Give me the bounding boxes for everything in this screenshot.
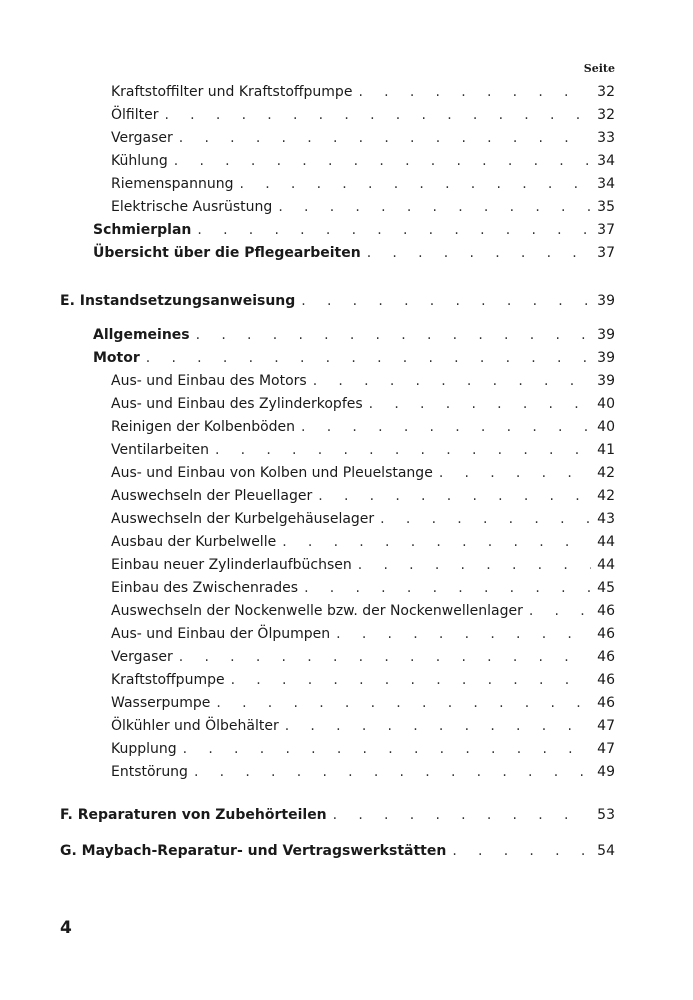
toc-entry-label: Ölkühler und Ölbehälter bbox=[111, 718, 279, 734]
toc-entry-page: 42 bbox=[597, 465, 615, 481]
leader-dots bbox=[301, 290, 591, 312]
toc-entry-label: Aus- und Einbau des Motors bbox=[111, 373, 307, 389]
leader-dots bbox=[301, 416, 591, 438]
toc-entry bbox=[93, 324, 615, 346]
toc-entry bbox=[111, 485, 615, 507]
toc-entry-label: Reinigen der Kolbenböden bbox=[111, 419, 296, 435]
toc-entry bbox=[111, 623, 615, 645]
toc-entry-label: Motor bbox=[93, 350, 140, 366]
toc-entry-label: Wasserpumpe bbox=[111, 695, 211, 711]
leader-dots bbox=[183, 738, 592, 760]
toc-section bbox=[60, 804, 615, 826]
leader-dots bbox=[304, 577, 591, 599]
toc-entry-page: 42 bbox=[597, 488, 615, 504]
toc-entry-page: 46 bbox=[597, 672, 615, 688]
leader-dots bbox=[282, 531, 591, 553]
page-column-header: Seite bbox=[583, 62, 615, 75]
toc-section-label: F. Reparaturen von Zubehörteilen bbox=[60, 807, 327, 823]
toc-entry-label: Übersicht über die Pflegearbeiten bbox=[93, 245, 361, 261]
leader-dots bbox=[358, 81, 591, 103]
leader-dots bbox=[285, 715, 591, 737]
toc-entry-label: Einbau des Zwischenrades bbox=[111, 580, 299, 596]
toc-entry bbox=[111, 150, 615, 172]
toc-entry-label: Kraftstoffpumpe bbox=[111, 672, 225, 688]
toc-entry bbox=[111, 508, 615, 530]
toc-entry-label: Vergaser bbox=[111, 130, 173, 146]
toc-entry-page: 43 bbox=[597, 511, 615, 527]
toc-entry-page: 40 bbox=[597, 419, 615, 435]
toc-entry-label: Schmierplan bbox=[93, 222, 192, 238]
toc-entry-page: 40 bbox=[597, 396, 615, 412]
toc-entry-label: Auswechseln der Kurbelgehäuselager bbox=[111, 511, 375, 527]
toc-section-label: G. Maybach-Reparatur- und Vertragswerkstätten bbox=[60, 843, 447, 859]
toc-entry-page: 44 bbox=[597, 557, 615, 573]
toc-entry-page: 37 bbox=[597, 245, 615, 261]
toc-entry-page: 44 bbox=[597, 534, 615, 550]
toc-entry bbox=[111, 127, 615, 149]
leader-dots bbox=[318, 485, 591, 507]
leader-dots bbox=[215, 439, 591, 461]
leader-dots bbox=[380, 508, 591, 530]
toc-entry bbox=[111, 81, 615, 103]
toc-entry-page: 53 bbox=[597, 807, 615, 823]
toc-entry-label: Auswechseln der Pleuellager bbox=[111, 488, 313, 504]
toc-entry-label: Aus- und Einbau der Ölpumpen bbox=[111, 626, 331, 642]
toc-entry bbox=[111, 646, 615, 668]
toc-entry-label: Ausbau der Kurbelwelle bbox=[111, 534, 277, 550]
toc-entry-label: Kraftstoffilter und Kraftstoffpumpe bbox=[111, 84, 353, 100]
toc-entry-page: 46 bbox=[597, 649, 615, 665]
toc-entry bbox=[111, 600, 615, 622]
toc-entry-page: 37 bbox=[597, 222, 615, 238]
toc-section bbox=[60, 290, 615, 312]
toc-entry-label: Ölfilter bbox=[111, 107, 159, 123]
leader-dots bbox=[369, 393, 592, 415]
toc-entry-page: 39 bbox=[597, 373, 615, 389]
toc-entry-label: Ventilarbeiten bbox=[111, 442, 209, 458]
toc-entry bbox=[111, 669, 615, 691]
toc-entry-page: 32 bbox=[597, 107, 615, 123]
toc-entry-page: 46 bbox=[597, 603, 615, 619]
toc-entry bbox=[93, 219, 615, 241]
toc-section bbox=[60, 840, 615, 862]
leader-dots bbox=[278, 196, 591, 218]
toc-entry-page: 34 bbox=[597, 153, 615, 169]
toc-entry bbox=[111, 462, 615, 484]
toc-entry-label: Allgemeines bbox=[93, 327, 190, 343]
toc-entry bbox=[111, 577, 615, 599]
toc-entry-page: 39 bbox=[597, 293, 615, 309]
toc-entry bbox=[111, 715, 615, 737]
toc-entry-page: 34 bbox=[597, 176, 615, 192]
leader-dots bbox=[164, 104, 591, 126]
toc-entry-label: Entstörung bbox=[111, 764, 188, 780]
toc-entry bbox=[111, 554, 615, 576]
toc-entry-page: 46 bbox=[597, 695, 615, 711]
toc-entry-page: 39 bbox=[597, 327, 615, 343]
leader-dots bbox=[439, 462, 591, 484]
toc-entry-page: 35 bbox=[597, 199, 615, 215]
leader-dots bbox=[313, 370, 591, 392]
toc-entry-page: 54 bbox=[597, 843, 615, 859]
toc-entry bbox=[111, 761, 615, 783]
toc-entry-page: 41 bbox=[597, 442, 615, 458]
leader-dots bbox=[367, 242, 591, 264]
toc-entry-label: Auswechseln der Nockenwelle bzw. der Nockenwellenlager bbox=[111, 603, 523, 619]
toc-entry bbox=[111, 439, 615, 461]
leader-dots bbox=[146, 347, 591, 369]
leader-dots bbox=[216, 692, 591, 714]
toc-entry-label: Kühlung bbox=[111, 153, 168, 169]
toc-entry-page: 32 bbox=[597, 84, 615, 100]
leader-dots bbox=[174, 150, 591, 172]
toc-entry-page: 47 bbox=[597, 718, 615, 734]
leader-dots bbox=[194, 761, 591, 783]
toc-entry-page: 46 bbox=[597, 626, 615, 642]
toc-entry-label: Aus- und Einbau des Zylinderkopfes bbox=[111, 396, 363, 412]
toc-entry-label: Aus- und Einbau von Kolben und Pleuelstange bbox=[111, 465, 433, 481]
toc-entry-label: Einbau neuer Zylinderlaufbüchsen bbox=[111, 557, 352, 573]
leader-dots bbox=[333, 804, 592, 826]
leader-dots bbox=[196, 324, 592, 346]
toc-entry-page: 45 bbox=[597, 580, 615, 596]
toc-entry-label: Riemenspannung bbox=[111, 176, 234, 192]
toc-entry-page: 47 bbox=[597, 741, 615, 757]
leader-dots bbox=[179, 127, 591, 149]
leader-dots bbox=[529, 600, 591, 622]
toc-entry-page: 39 bbox=[597, 350, 615, 366]
leader-dots bbox=[240, 173, 592, 195]
leader-dots bbox=[197, 219, 591, 241]
leader-dots bbox=[179, 646, 591, 668]
toc-entry bbox=[111, 531, 615, 553]
toc-entry bbox=[111, 416, 615, 438]
toc-section-label: E. Instandsetzungsanweisung bbox=[60, 293, 296, 309]
toc-entry-page: 33 bbox=[597, 130, 615, 146]
toc-entry bbox=[93, 242, 615, 264]
toc-entry bbox=[111, 104, 615, 126]
toc-entry bbox=[111, 370, 615, 392]
leader-dots bbox=[358, 554, 591, 576]
toc-entry bbox=[111, 393, 615, 415]
toc-entry bbox=[111, 738, 615, 760]
toc-entry-page: 49 bbox=[597, 764, 615, 780]
leader-dots bbox=[231, 669, 592, 691]
page-number: 4 bbox=[60, 918, 72, 938]
toc-entry bbox=[93, 347, 615, 369]
leader-dots bbox=[336, 623, 591, 645]
toc-entry bbox=[111, 173, 615, 195]
toc-entry-label: Kupplung bbox=[111, 741, 177, 757]
toc-entry-label: Vergaser bbox=[111, 649, 173, 665]
toc-entry-label: Elektrische Ausrüstung bbox=[111, 199, 273, 215]
leader-dots bbox=[452, 840, 591, 862]
toc-entry bbox=[111, 692, 615, 714]
toc-entry bbox=[111, 196, 615, 218]
